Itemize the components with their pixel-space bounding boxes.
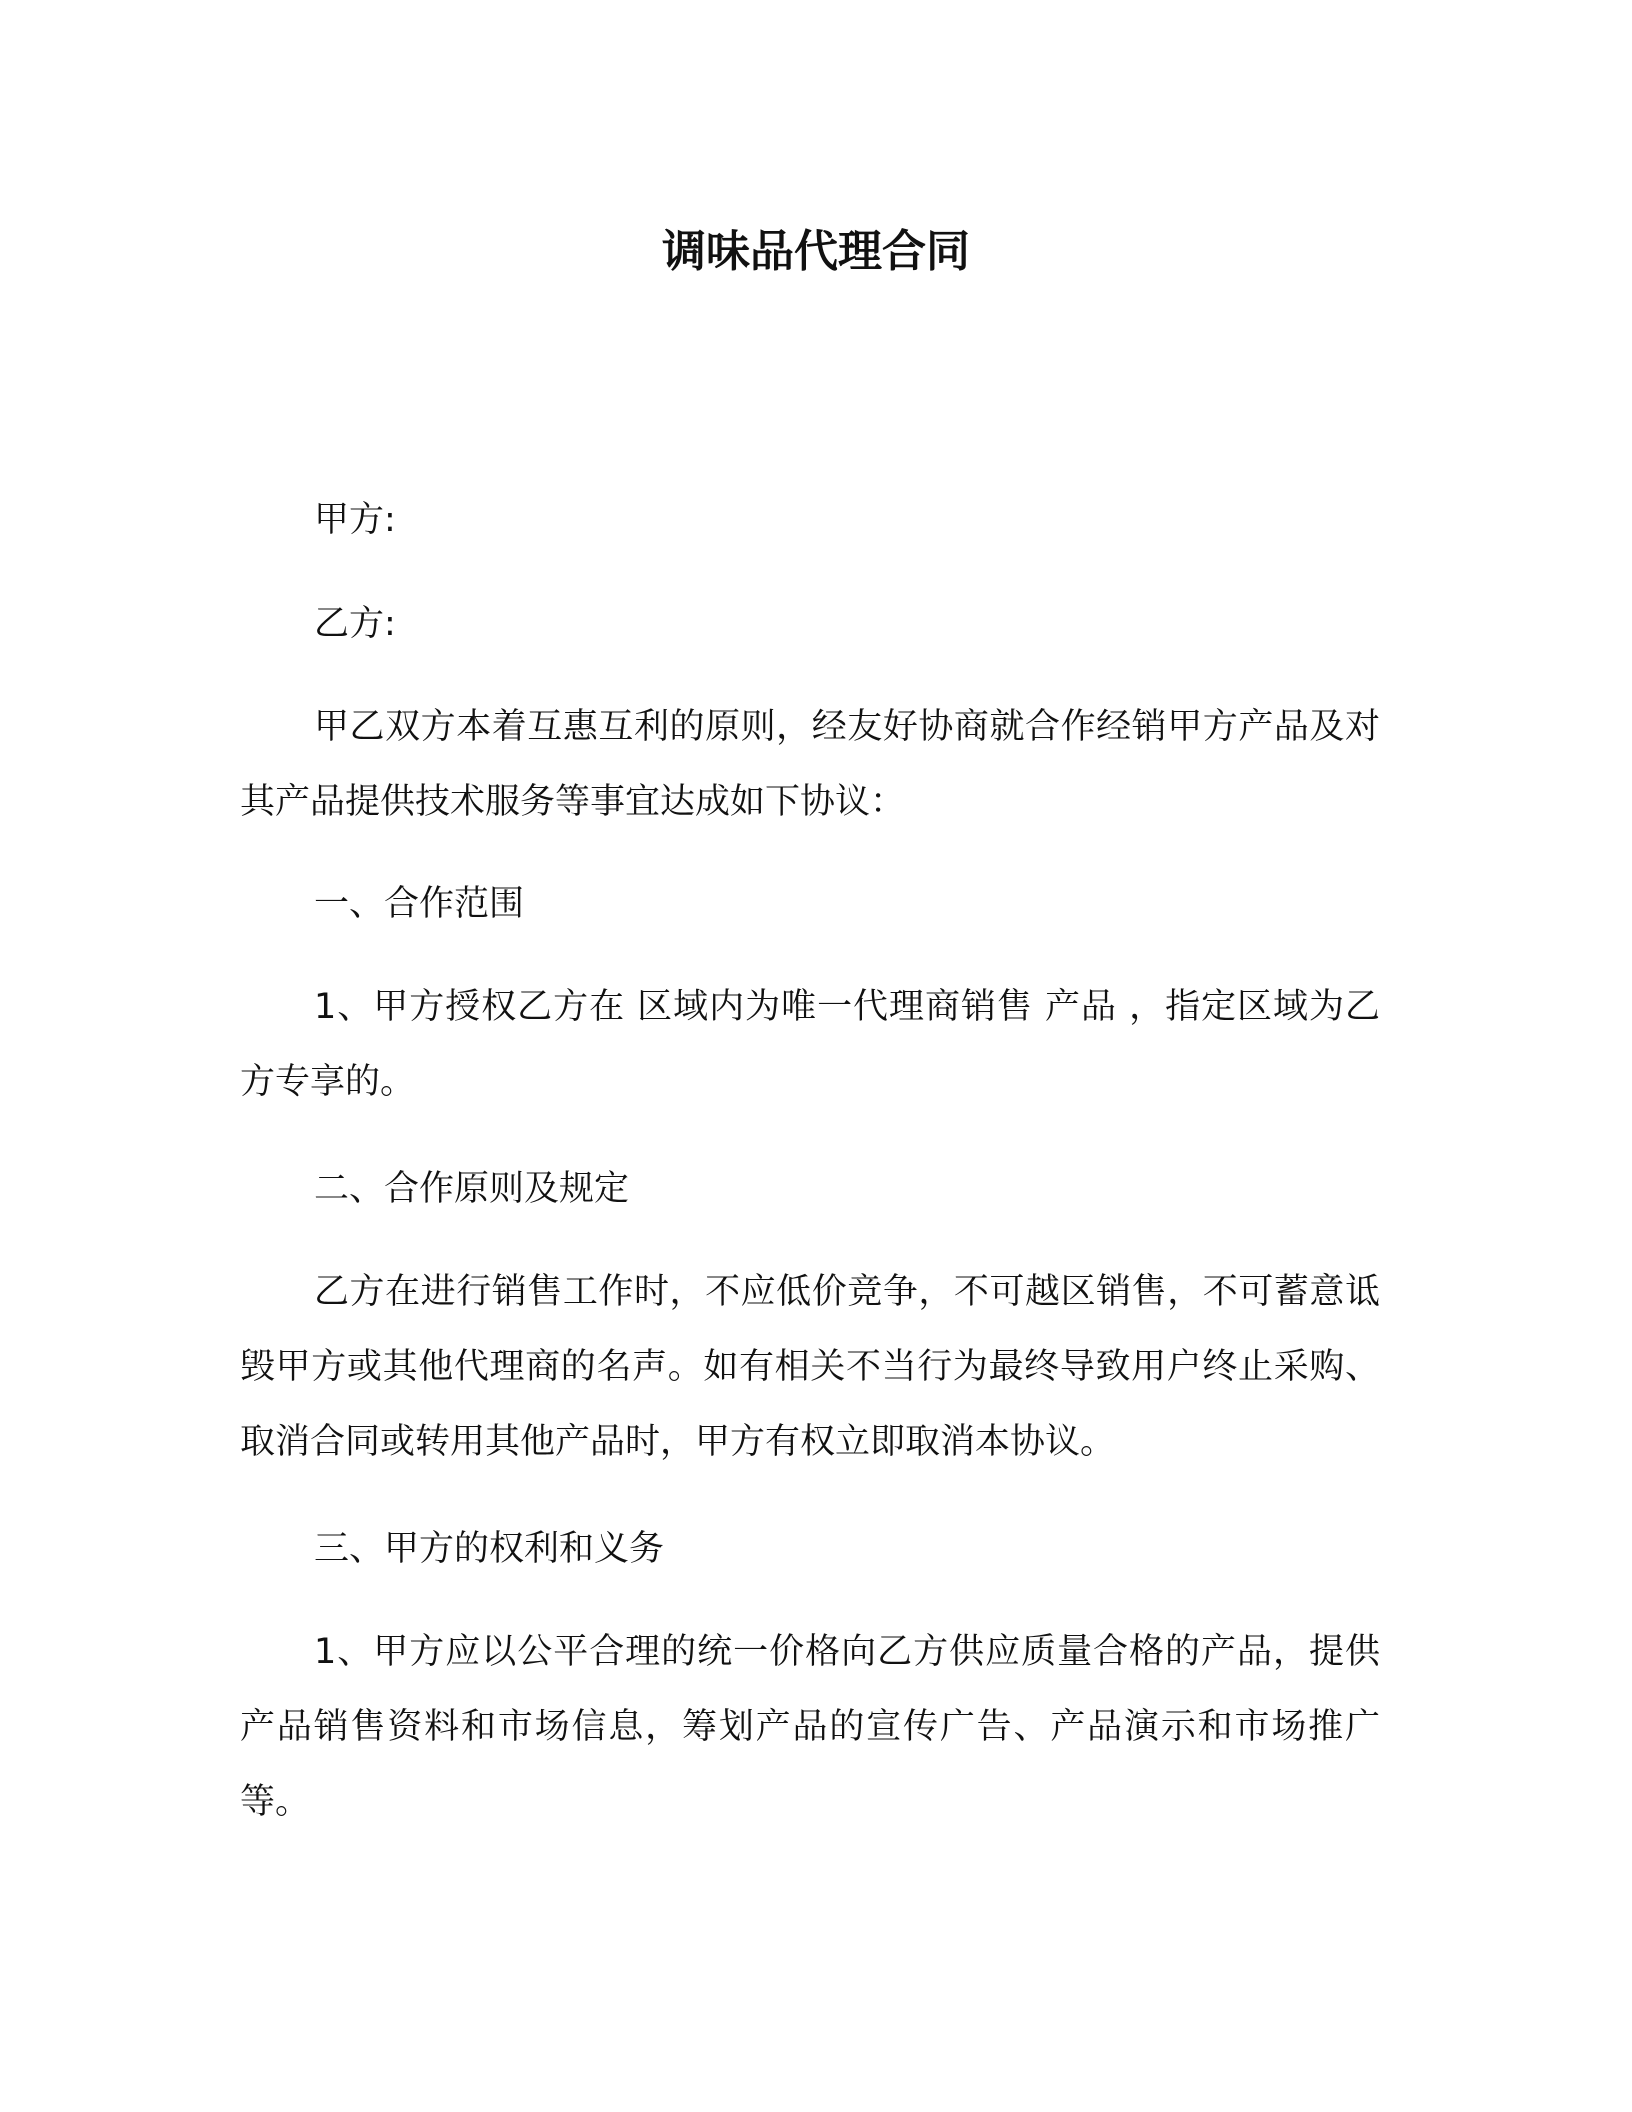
intro-paragraph: 甲乙双方本着互惠互利的原则，经友好协商就合作经销甲方产品及对其产品提供技术服务等事宜达成如下协议： xyxy=(240,707,1380,822)
party-a-label: 甲方: xyxy=(314,500,396,540)
section1-item1-paragraph: 1、甲方授权乙方在 区域内为唯一代理商销售 产品 ，指定区域为乙方专享的。 xyxy=(240,987,1380,1102)
section3-item1-paragraph: 1、甲方应以公平合理的统一价格向乙方供应质量合格的产品，提供产品销售资料和市场信息，筹划产品的宣传广告、产品演示和市场推广等。 xyxy=(240,1632,1380,1822)
party-b-label: 乙方: xyxy=(314,604,396,644)
section2-heading: 二、合作原则及规定 xyxy=(314,1169,630,1209)
section3-heading: 三、甲方的权利和义务 xyxy=(314,1529,665,1569)
section1-heading: 一、合作范围 xyxy=(314,884,525,924)
document-title: 调味品代理合同 xyxy=(662,226,970,277)
section2-body-paragraph: 乙方在进行销售工作时，不应低价竞争，不可越区销售，不可蓄意诋毁甲方或其他代理商的名声。如有相关不当行为最终导致用户终止采购、取消合同或转用其他产品时，甲方有权立即取消本协议。 xyxy=(240,1272,1380,1462)
